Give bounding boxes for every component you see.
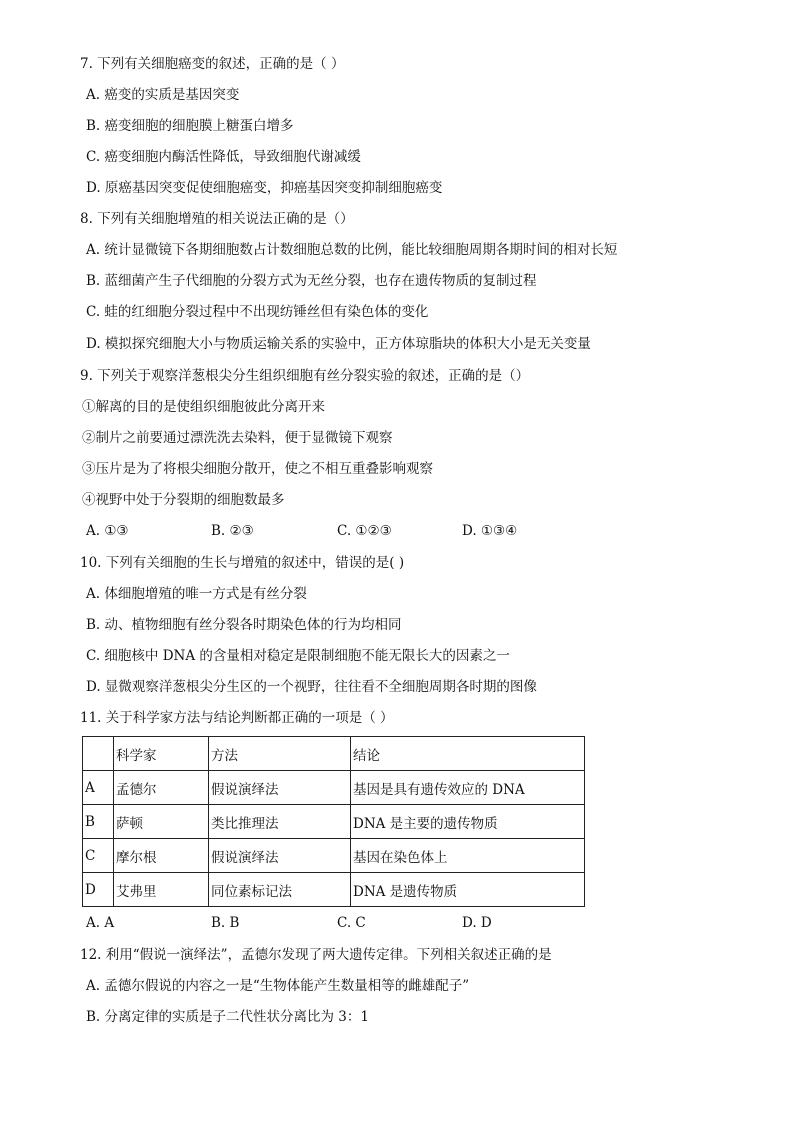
table-header-cell — [83, 737, 114, 771]
table-header-cell: 方法 — [209, 737, 351, 771]
table-header-row — [83, 737, 585, 771]
question-11-stem: 11. 关于科学家方法与结论判断都正确的一项是（ ） — [80, 710, 394, 726]
q11-options-row — [86, 913, 606, 933]
question-8-stem: 8. 下列有关细胞增殖的相关说法正确的是（） — [80, 211, 354, 227]
table-header-cell: 科学家 — [114, 737, 209, 771]
table-row — [83, 771, 585, 805]
q9-options-row — [86, 521, 606, 541]
table-row — [83, 805, 585, 839]
table-cell: A — [83, 771, 114, 805]
table-cell: B — [83, 805, 114, 839]
question-7-stem: 7. 下列有关细胞癌变的叙述，正确的是（ ） — [80, 56, 345, 72]
table-cell: DNA 是遗传物质 — [351, 873, 585, 907]
q10-option-a: A. 体细胞增殖的唯一方式是有丝分裂 — [86, 586, 307, 602]
table-cell: 萨顿 — [114, 805, 209, 839]
q10-option-d: D. 显微观察洋葱根尖分生区的一个视野，往往看不全细胞周期各时期的图像 — [86, 679, 537, 695]
table-cell: DNA 是主要的遗传物质 — [351, 805, 585, 839]
q9-option-d: D. ①③④ — [462, 523, 518, 539]
table-cell: 假说演绎法 — [209, 839, 351, 873]
q11-option-b: B. B — [211, 915, 240, 931]
q12-option-a: A. 孟德尔假说的内容之一是“生物体能产生数量相等的雌雄配子” — [86, 978, 470, 994]
q11-option-c: C. C — [337, 915, 366, 931]
q9-statement-1: ①解离的目的是使组织细胞彼此分离开来 — [82, 399, 325, 415]
table-cell: 摩尔根 — [114, 839, 209, 873]
q9-statement-3: ③压片是为了将根尖细胞分散开，使之不相互重叠影响观察 — [82, 461, 433, 477]
q9-option-a: A. ①③ — [86, 523, 129, 539]
table-cell: 假说演绎法 — [209, 771, 351, 805]
table-header-cell: 结论 — [351, 737, 585, 771]
q8-option-c: C. 蛙的红细胞分裂过程中不出现纺锤丝但有染色体的变化 — [86, 304, 429, 320]
q9-statement-2: ②制片之前要通过漂洗洗去染料，便于显微镜下观察 — [82, 430, 393, 446]
q10-option-b: B. 动、植物细胞有丝分裂各时期染色体的行为均相同 — [86, 617, 402, 633]
table-cell: C — [83, 839, 114, 873]
table-cell: D — [83, 873, 114, 907]
q7-option-a: A. 癌变的实质是基因突变 — [86, 87, 240, 103]
table-cell: 类比推理法 — [209, 805, 351, 839]
table-row — [83, 873, 585, 907]
q7-option-d: D. 原癌基因突变促使细胞癌变，抑癌基因突变抑制细胞癌变 — [86, 180, 443, 196]
table-cell: 艾弗里 — [114, 873, 209, 907]
q11-option-d: D. D — [462, 915, 492, 931]
q8-option-b: B. 蓝细菌产生子代细胞的分裂方式为无丝分裂，也存在遗传物质的复制过程 — [86, 273, 537, 289]
q9-option-c: C. ①②③ — [337, 523, 392, 539]
question-12-stem: 12. 利用“假说一演绎法”，孟德尔发现了两大遗传定律。下列相关叙述正确的是 — [80, 947, 552, 963]
q9-option-b: B. ②③ — [211, 523, 254, 539]
table-row — [83, 839, 585, 873]
q8-option-a: A. 统计显微镜下各期细胞数占计数细胞总数的比例，能比较细胞周期各期时间的相对长短 — [86, 242, 618, 258]
q9-statement-4: ④视野中处于分裂期的细胞数最多 — [82, 492, 285, 508]
question-10-stem: 10. 下列有关细胞的生长与增殖的叙述中，错误的是( ) — [80, 555, 405, 571]
scientist-method-table — [82, 736, 585, 907]
table-cell: 同位素标记法 — [209, 873, 351, 907]
q8-option-d: D. 模拟探究细胞大小与物质运输关系的实验中，正方体琼脂块的体积大小是无关变量 — [86, 336, 591, 352]
q7-option-c: C. 癌变细胞内酶活性降低，导致细胞代谢减缓 — [86, 149, 361, 165]
table-cell: 基因在染色体上 — [351, 839, 585, 873]
q11-option-a: A. A — [86, 915, 115, 931]
q12-option-b: B. 分离定律的实质是子二代性状分离比为 3：1 — [86, 1009, 369, 1025]
q10-option-c: C. 细胞核中 DNA 的含量相对稳定是限制细胞不能无限长大的因素之一 — [86, 648, 510, 664]
table-cell: 孟德尔 — [114, 771, 209, 805]
q7-option-b: B. 癌变细胞的细胞膜上糖蛋白增多 — [86, 118, 294, 134]
question-9-stem: 9. 下列关于观察洋葱根尖分生组织细胞有丝分裂实验的叙述，正确的是（） — [80, 368, 530, 384]
table-cell: 基因是具有遗传效应的 DNA — [351, 771, 585, 805]
